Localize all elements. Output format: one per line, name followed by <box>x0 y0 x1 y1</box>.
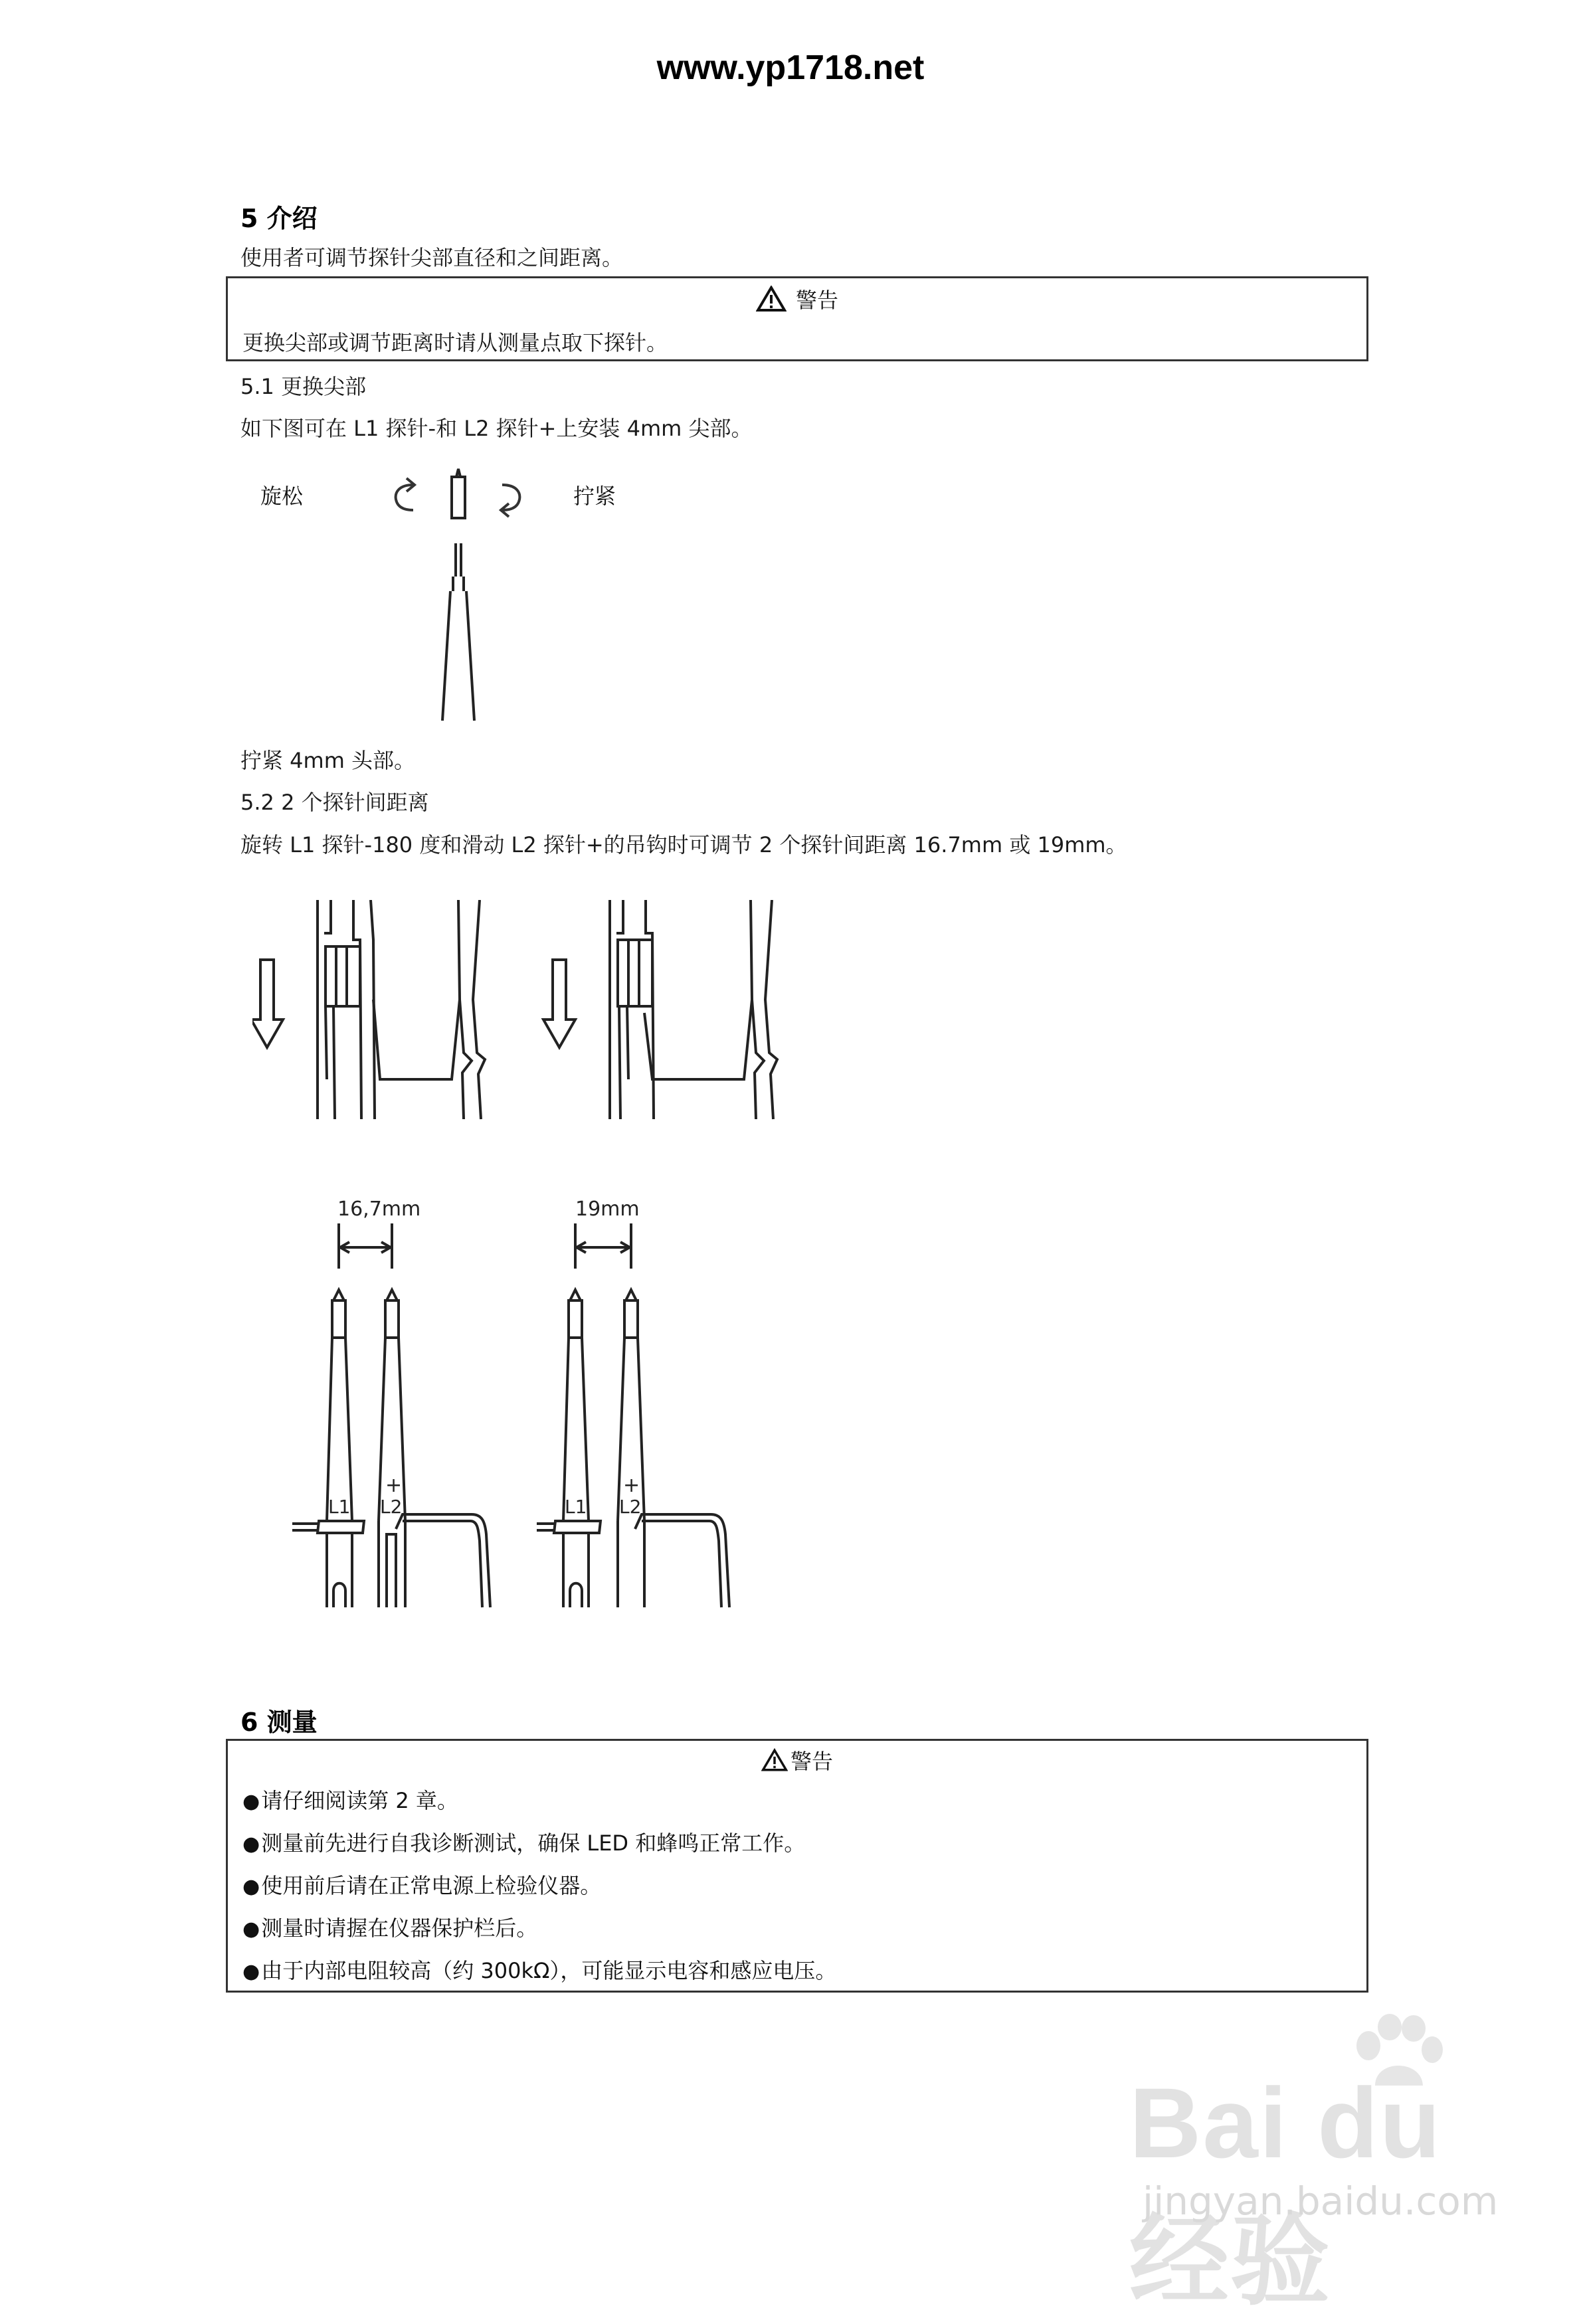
hook-view-left <box>252 900 485 1119</box>
bullet-item: ● 由于内部电阻较高（约 300kΩ），可能显示电容和感应电压。 <box>242 1949 836 1992</box>
dimension-label-left: 16,7mm <box>337 1198 421 1221</box>
section-5-1-title: 5.1 更换尖部 <box>240 374 367 399</box>
watermark <box>1129 2012 1554 2317</box>
probe-distance-figure <box>279 1189 797 1614</box>
probe-label-l2: L2 <box>619 1496 642 1518</box>
probe-distance-left <box>292 1198 490 1607</box>
bullet-item: ● 测量时请握在仪器保护栏后。 <box>242 1907 836 1949</box>
probe-label-l1: L1 <box>328 1496 351 1518</box>
warning-bullet-list <box>242 1779 836 1992</box>
dimension-label-right: 19mm <box>575 1198 640 1221</box>
rotate-left-arrow-icon <box>396 478 415 510</box>
bullet-item: ● 使用前后请在正常电源上检验仪器。 <box>242 1864 836 1907</box>
tighten-label: 拧紧 <box>573 484 616 509</box>
tip-replacement-figure <box>372 458 545 724</box>
watermark-brand: Bai du 经验 <box>1129 2067 1442 2317</box>
warning-box-1 <box>226 276 1368 361</box>
site-header[interactable]: www.yp1718.net <box>656 48 925 87</box>
section-5-intro: 使用者可调节探针尖部直径和之间距离。 <box>240 245 624 270</box>
probe-body <box>442 543 474 721</box>
rotate-right-arrow-icon <box>501 485 519 517</box>
loosen-label: 旋松 <box>260 484 304 509</box>
section-6-title: 6 测量 <box>240 1708 318 1737</box>
warning-title: 警告 <box>795 288 838 313</box>
probe-plus-sign: + <box>385 1474 403 1497</box>
tighten-caption: 拧紧 4mm 头部。 <box>240 748 416 773</box>
section-5-1-text: 如下图可在 L1 探针-和 L2 探针+上安装 4mm 尖部。 <box>240 416 753 441</box>
warning-icon <box>761 1748 788 1772</box>
probe-tip <box>452 469 465 518</box>
probe-label-l1: L1 <box>565 1496 587 1518</box>
bullet-item: ● 请仔细阅读第 2 章。 <box>242 1779 836 1822</box>
bullet-item: ● 测量前先进行自我诊断测试，确保 LED 和蜂鸣正常工作。 <box>242 1822 836 1864</box>
warning-text: 更换尖部或调节距离时请从测量点取下探针。 <box>242 330 668 355</box>
warning-box-2 <box>226 1739 1368 1993</box>
watermark-url: jingyan.baidu.com <box>1143 2179 1499 2224</box>
section-5-title: 5 介绍 <box>240 204 318 233</box>
probe-label-l2: L2 <box>380 1496 403 1518</box>
down-arrow-icon <box>252 960 283 1047</box>
probe-plus-sign: + <box>623 1474 640 1497</box>
section-5-2-title: 5.2 2 个探针间距离 <box>240 790 429 815</box>
probe-distance-right <box>537 1198 729 1607</box>
down-arrow-icon <box>543 960 575 1047</box>
hook-view-right <box>543 900 777 1119</box>
section-5-2-text: 旋转 L1 探针-180 度和滑动 L2 探针+的吊钩时可调节 2 个探针间距离 16.7mm 或 19mm。 <box>240 832 1127 857</box>
hook-adjust-figure <box>252 900 804 1126</box>
warning-icon <box>756 286 787 312</box>
warning-title: 警告 <box>790 1749 833 1774</box>
